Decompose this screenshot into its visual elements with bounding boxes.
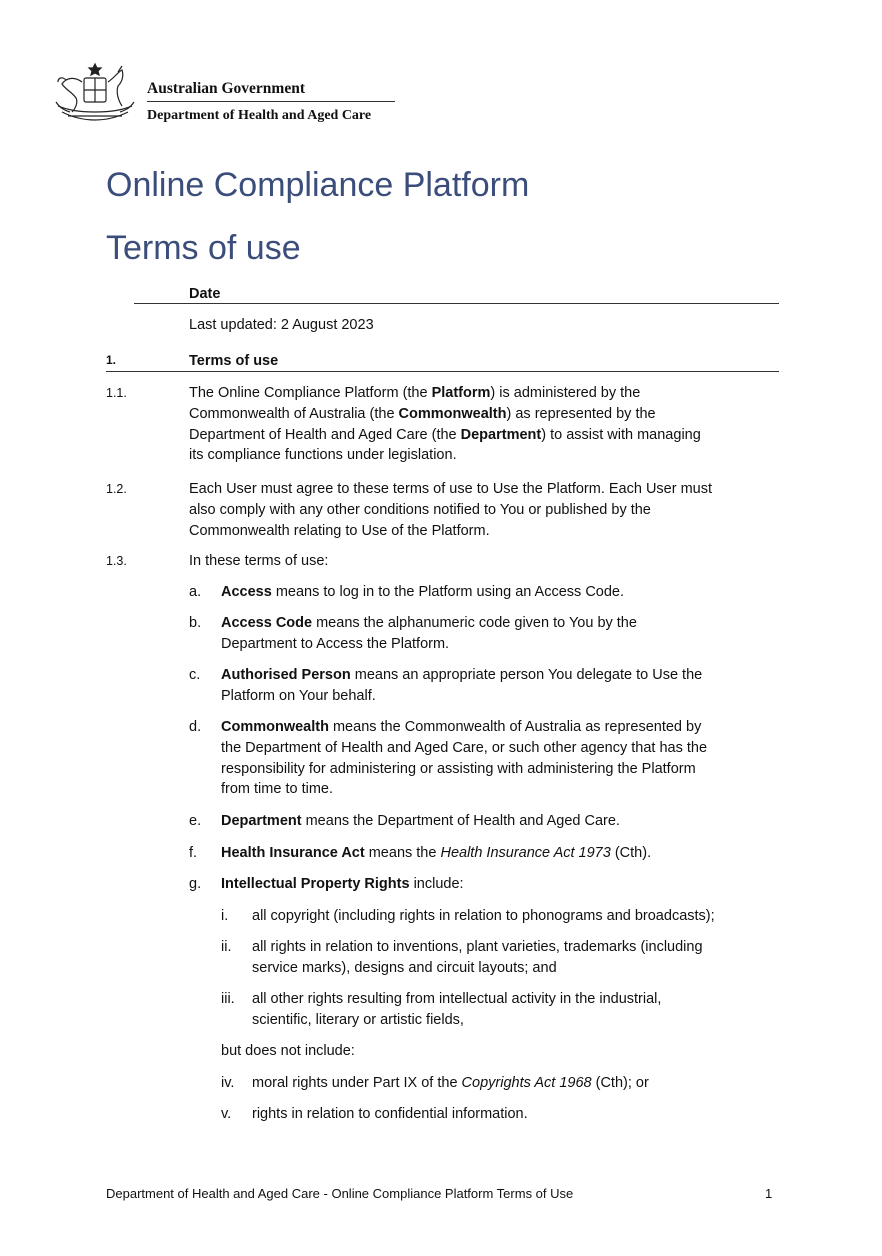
clause-1-1: The Online Compliance Platform (the Platform) is administered by the Commonwealth of Australia (the Commonwealth) as represented by the Department of Health and Aged Care (the Department) to assist with managing its compliance functions under legislation. — [189, 385, 701, 464]
ip-item: rights in relation to confidential information. — [252, 1106, 528, 1122]
section-number: 1. — [106, 353, 117, 367]
exclusion-intro: but does not include: — [221, 1043, 355, 1059]
list-label: g. — [189, 876, 202, 892]
definition-item: Access Code means the alphanumeric code given to You by the Department to Access the Platform. — [221, 615, 637, 652]
section-heading — [106, 353, 779, 372]
definition-item: Authorised Person means an appropriate person You delegate to Use the Platform on Your behalf. — [221, 667, 703, 704]
list-label: i. — [221, 908, 229, 924]
list-label: d. — [189, 719, 202, 735]
list-label: a. — [189, 584, 202, 600]
definition-item: Access means to log in to the Platform using an Access Code. — [221, 584, 625, 600]
document-title: Online Compliance Platform — [106, 166, 530, 204]
document-subtitle: Terms of use — [106, 229, 301, 267]
org-line2: Department of Health and Aged Care — [147, 108, 372, 123]
page-number: 1 — [765, 1186, 773, 1201]
list-label: iv. — [221, 1075, 235, 1091]
section-title: Terms of use — [189, 353, 279, 369]
list-label: c. — [189, 667, 201, 683]
list-label: ii. — [221, 939, 232, 955]
clause-number: 1.3. — [106, 554, 127, 568]
ip-item: all copyright (including rights in relation to phonograms and broadcasts); — [252, 908, 715, 924]
list-label: iii. — [221, 991, 235, 1007]
list-label: v. — [221, 1106, 232, 1122]
definition-item: Health Insurance Act means the Health Insurance Act 1973 (Cth). — [221, 845, 652, 861]
coat-of-arms-logo — [52, 62, 138, 124]
clause-1-3: In these terms of use: — [189, 553, 329, 569]
clause-number: 1.2. — [106, 482, 127, 496]
date-heading-row — [134, 285, 779, 304]
definition-item: Department means the Department of Health and Aged Care. — [221, 813, 620, 829]
ip-item: all rights in relation to inventions, plant varieties, trademarks (including service marks), designs and circuit layouts; and — [252, 939, 703, 976]
ip-item: all other rights resulting from intellectual activity in the industrial, scientific, literary or artistic fields, — [252, 991, 662, 1028]
clause-1-2: Each User must agree to these terms of use to Use the Platform. Each User must also comply with any other conditions notified to You or published by the Commonwealth relating to Use of the Platform. — [189, 481, 713, 539]
clause-number: 1.1. — [106, 386, 127, 400]
list-label: e. — [189, 813, 202, 829]
page-footer: Department of Health and Aged Care - Online Compliance Platform Terms of Use — [106, 1186, 574, 1201]
org-line1: Australian Government — [147, 80, 395, 102]
definition-item: Intellectual Property Rights include: — [221, 876, 464, 892]
definition-item: Commonwealth means the Commonwealth of Australia as represented by the Department of Health and Aged Care, or such other agency that has the responsibility for administering or assisting with administering the Platform from time to time. — [221, 719, 708, 798]
list-label: b. — [189, 615, 202, 631]
last-updated: Last updated: 2 August 2023 — [189, 317, 374, 333]
list-label: f. — [189, 845, 198, 861]
ip-item: moral rights under Part IX of the Copyrights Act 1968 (Cth); or — [252, 1075, 649, 1091]
government-header — [147, 80, 395, 125]
date-heading: Date — [189, 286, 221, 302]
